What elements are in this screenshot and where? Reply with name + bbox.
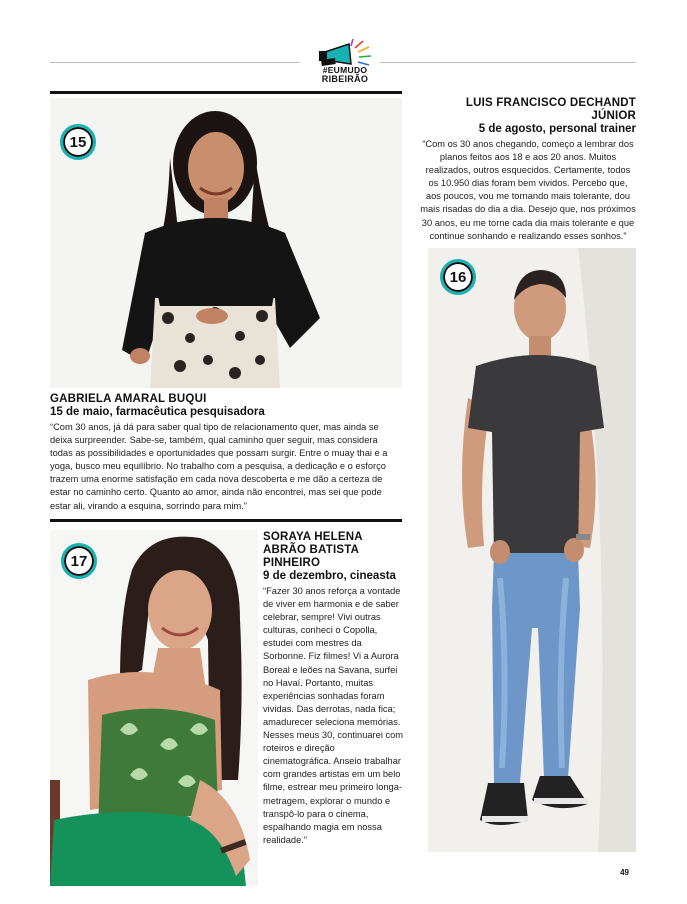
section-rule-top	[50, 91, 402, 94]
profile-subtitle: 15 de maio, farmacêutica pesquisadora	[50, 406, 265, 418]
page-number: 49	[620, 868, 629, 877]
profile-name: GABRIELA AMARAL BUQUI	[50, 393, 207, 405]
header-rule-right	[380, 62, 636, 63]
profile-17-text	[263, 531, 405, 847]
profile-number-badge-17: 17	[61, 543, 97, 579]
profile-number-badge-15: 15	[60, 124, 96, 160]
photo-luis	[428, 248, 636, 852]
section-rule-middle	[50, 519, 402, 522]
profile-quote: “Fazer 30 anos reforça a vontade de viver em harmonia e de saber celebrar, sempre! Vivi outras culturas, conheci o Copolla, estudei com mestres da Sorbonne. Fiz filmes! Vi a Aurora Boreal e leões na Savana, surfei no Havaí. Portanto, muitas experiências sonhadas foram vividas. Das derrotas, nada fica; amadurecer seleciona memórias. Nesses meus 30, continuarei com roteiros e direção cinematográfica. Anseio trabalhar com grandes artistas em um belo filme, estrear meu primeiro longa-metragem, explorar o mundo e transpô-lo para o cinema, espalhando magia em nossa realidade.”	[263, 586, 404, 845]
person-luis-illustration	[428, 248, 636, 852]
profile-quote: “Com 30 anos, já dá para saber qual tipo de relacionamento quer, mas ainda se deixa surpreender. Sabe-se, também, qual caminho quer seguir, mas considera todas as possibilidades e oportunidades que possam surgir. Entre o muay thai e a yoga, busco meu equilíbrio. No trabalho com a pesquisa, a dedicação e o esforço trazem uma enorme satisfação em cada nova descoberta e me dão a certeza de estar no caminho certo. Quanto ao amor, ainda não encontrei, mas sei que pode estar ali, virando a esquina, sorrindo para mim.”	[50, 422, 388, 511]
profile-quote: “Com os 30 anos chegando, começo a lembrar dos planos feitos aos 18 e aos 20 anos. Muitos realizados, outros esquecidos. Certamente, todos os 10.950 dias foram bem vividos. Percebo que, aos poucos, vou me tornando mais tolerante, dou mais risadas do dia a dia. Desejo que, nos próximos 30 anos, eu me torne cada dia mais tolerante e que continue sonhando e realizando esses sonhos.”	[420, 139, 636, 241]
profile-subtitle: 5 de agosto, personal trainer	[478, 123, 636, 135]
logo-text	[300, 66, 390, 83]
profile-16-text	[420, 97, 636, 243]
person-soraya-illustration	[50, 530, 258, 886]
profile-name: SORAYA HELENA ABRÃO BATISTA PINHEIRO	[263, 531, 363, 569]
profile-15-text	[50, 393, 402, 513]
profile-number-badge-16: 16	[440, 259, 476, 295]
profile-name: LUIS FRANCISCO DECHANDT JÚNIOR	[465, 97, 636, 122]
profile-subtitle: 9 de dezembro, cineasta	[263, 570, 396, 582]
photo-soraya	[50, 530, 258, 886]
person-gabriela-illustration	[50, 98, 402, 388]
header-rule-left	[50, 62, 300, 63]
logo-hashtag: #EUMUDO	[322, 65, 368, 75]
logo-word: RIBEIRÃO	[321, 73, 369, 84]
photo-gabriela	[50, 98, 402, 388]
